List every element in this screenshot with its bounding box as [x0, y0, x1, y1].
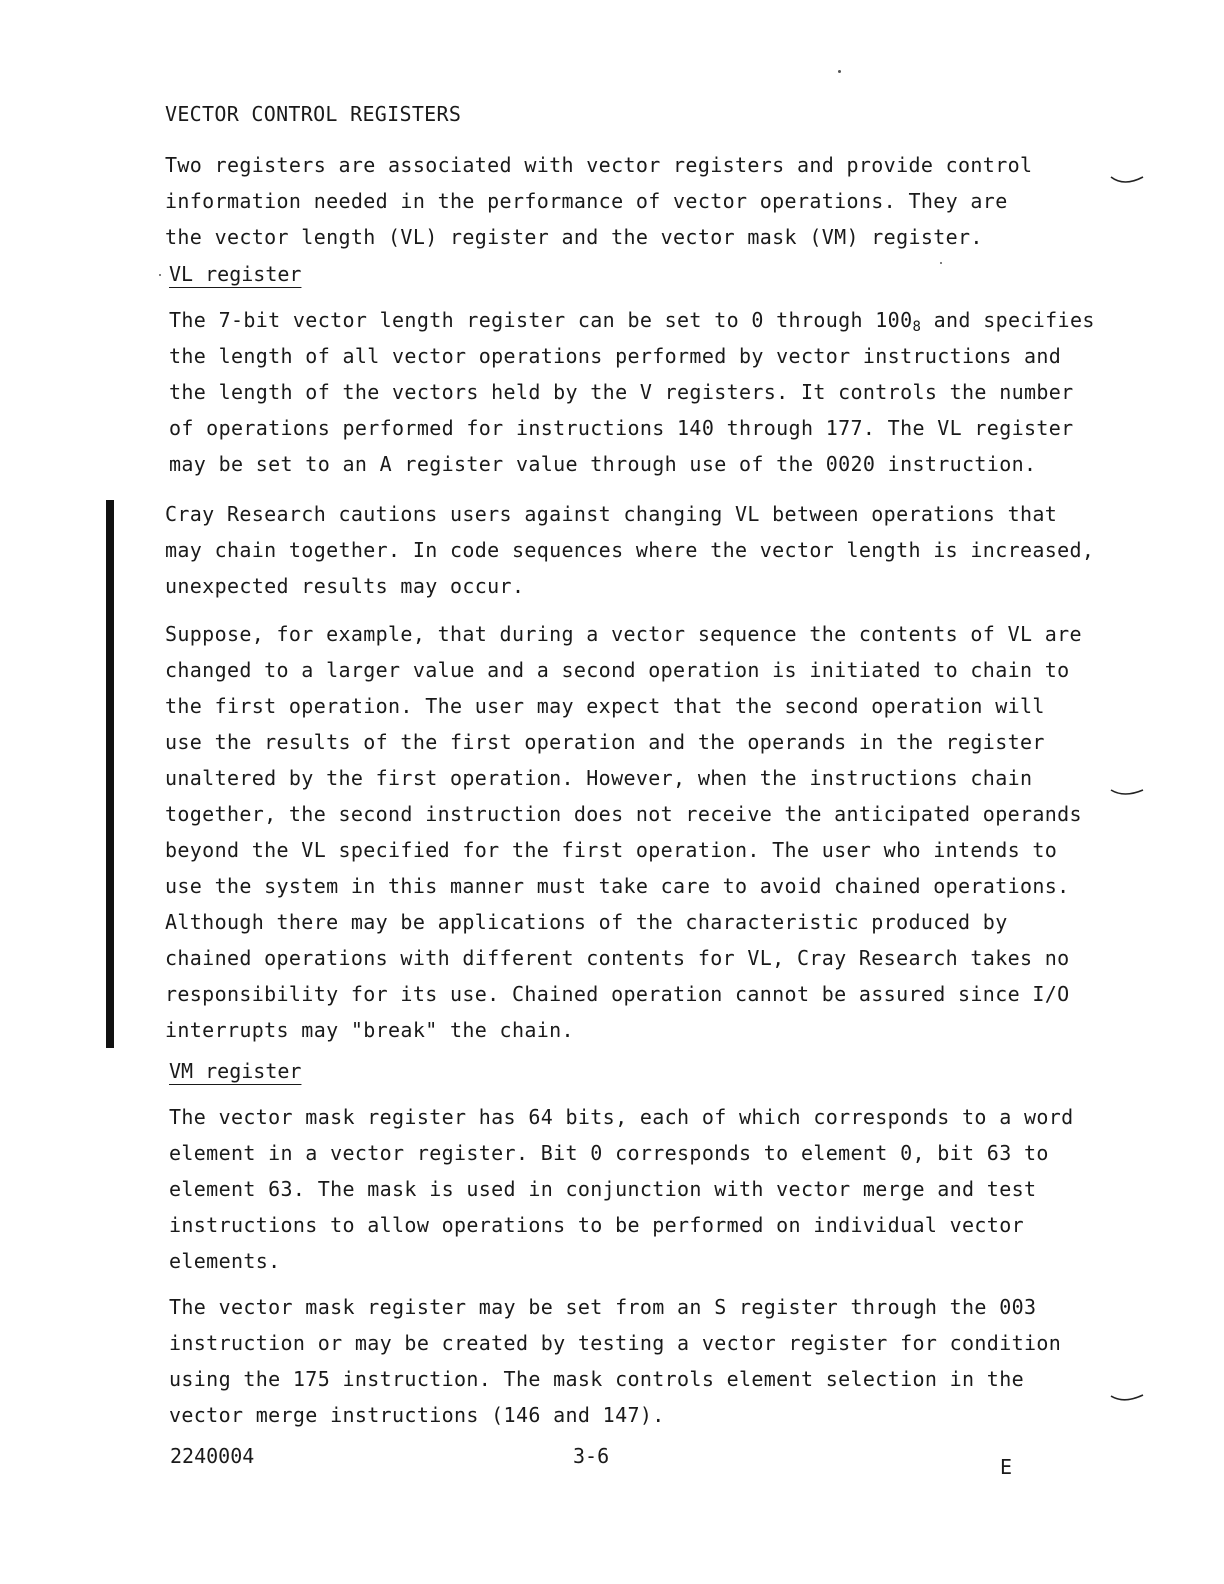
vl-para3-line: chained operations with different contents for VL, Cray Research takes no	[165, 946, 1070, 970]
octal-subscript: 8	[912, 319, 922, 335]
vm-paragraph-1	[169, 1099, 1089, 1279]
vl-para1-line	[169, 302, 1095, 338]
vl-paragraph-1	[169, 302, 1095, 482]
scan-speck	[159, 274, 161, 276]
vl-para1-text-after: and specifies	[921, 308, 1095, 332]
vl-paragraph-3	[165, 616, 1085, 1048]
vl-para1-line: of operations performed for instructions 140 through 177. The VL register	[169, 416, 1074, 440]
vm-para1-line: instructions to allow operations to be performed on individual vector	[169, 1213, 1024, 1237]
vm-para2-line: using the 175 instruction. The mask controls element selection in the	[169, 1367, 1024, 1391]
intro-paragraph	[165, 147, 1085, 255]
scan-speck	[940, 262, 942, 264]
intro-line: Two registers are associated with vector registers and provide control	[165, 153, 1033, 177]
vl-para1-line: may be set to an A register value through use of the 0020 instruction.	[169, 452, 1037, 476]
vl-para2-line: may chain together. In code sequences where the vector length is increased,	[165, 538, 1095, 562]
vl-para3-line: together, the second instruction does not receive the anticipated operands	[165, 802, 1082, 826]
vl-para1-line: the length of all vector operations performed by vector instructions and	[169, 344, 1062, 368]
vl-para3-line: responsibility for its use. Chained operation cannot be assured since I/O	[165, 982, 1070, 1006]
vm-para1-line: element 63. The mask is used in conjunction with vector merge and test	[169, 1177, 1037, 1201]
document-number: 2240004	[170, 1444, 255, 1468]
vm-para1-line: elements.	[169, 1249, 281, 1273]
vl-register-heading: VL register	[169, 262, 302, 286]
vl-para3-line: the first operation. The user may expect that the second operation will	[165, 694, 1045, 718]
vm-para1-line: element in a vector register. Bit 0 corresponds to element 0, bit 63 to	[169, 1141, 1049, 1165]
vl-para3-line: changed to a larger value and a second operation is initiated to chain to	[165, 658, 1070, 682]
vm-register-heading: VM register	[169, 1059, 302, 1083]
vl-para2-line: unexpected results may occur.	[165, 574, 525, 598]
vm-paragraph-2	[169, 1289, 1089, 1433]
vl-para1-line: the length of the vectors held by the V registers. It controls the number	[169, 380, 1074, 404]
revision-letter: E	[1000, 1455, 1013, 1479]
margin-curve-mark	[1110, 1393, 1144, 1403]
vl-para3-line: beyond the VL specified for the first operation. The user who intends to	[165, 838, 1058, 862]
vl-para3-line: Suppose, for example, that during a vector sequence the contents of VL are	[165, 622, 1082, 646]
section-title: VECTOR CONTROL REGISTERS	[165, 102, 462, 126]
vl-para3-line: use the system in this manner must take care to avoid chained operations.	[165, 874, 1070, 898]
vl-para1-text-before: The 7-bit vector length register can be set to 0 through 100	[169, 308, 913, 332]
vm-para2-line: vector merge instructions (146 and 147).	[169, 1403, 665, 1427]
vm-para2-line: The vector mask register may be set from an S register through the 003	[169, 1295, 1037, 1319]
intro-line: information needed in the performance of vector operations. They are	[165, 189, 1008, 213]
page-number: 3-6	[573, 1444, 610, 1468]
vm-para2-line: instruction or may be created by testing a vector register for condition	[169, 1331, 1062, 1355]
vm-para1-line: The vector mask register has 64 bits, each of which corresponds to a word	[169, 1105, 1074, 1129]
vl-para3-line: interrupts may "break" the chain.	[165, 1018, 574, 1042]
scan-speck	[838, 70, 841, 73]
vl-para3-line: unaltered by the first operation. However, when the instructions chain	[165, 766, 1033, 790]
margin-curve-mark	[1110, 788, 1144, 798]
revision-change-bar	[106, 500, 114, 1048]
vl-para2-line: Cray Research cautions users against changing VL between operations that	[165, 502, 1058, 526]
intro-line: the vector length (VL) register and the vector mask (VM) register.	[165, 225, 983, 249]
margin-curve-mark	[1110, 175, 1144, 185]
vl-para3-line: Although there may be applications of the characteristic produced by	[165, 910, 1008, 934]
vl-para3-line: use the results of the first operation and the operands in the register	[165, 730, 1045, 754]
vl-paragraph-2	[165, 496, 1095, 604]
